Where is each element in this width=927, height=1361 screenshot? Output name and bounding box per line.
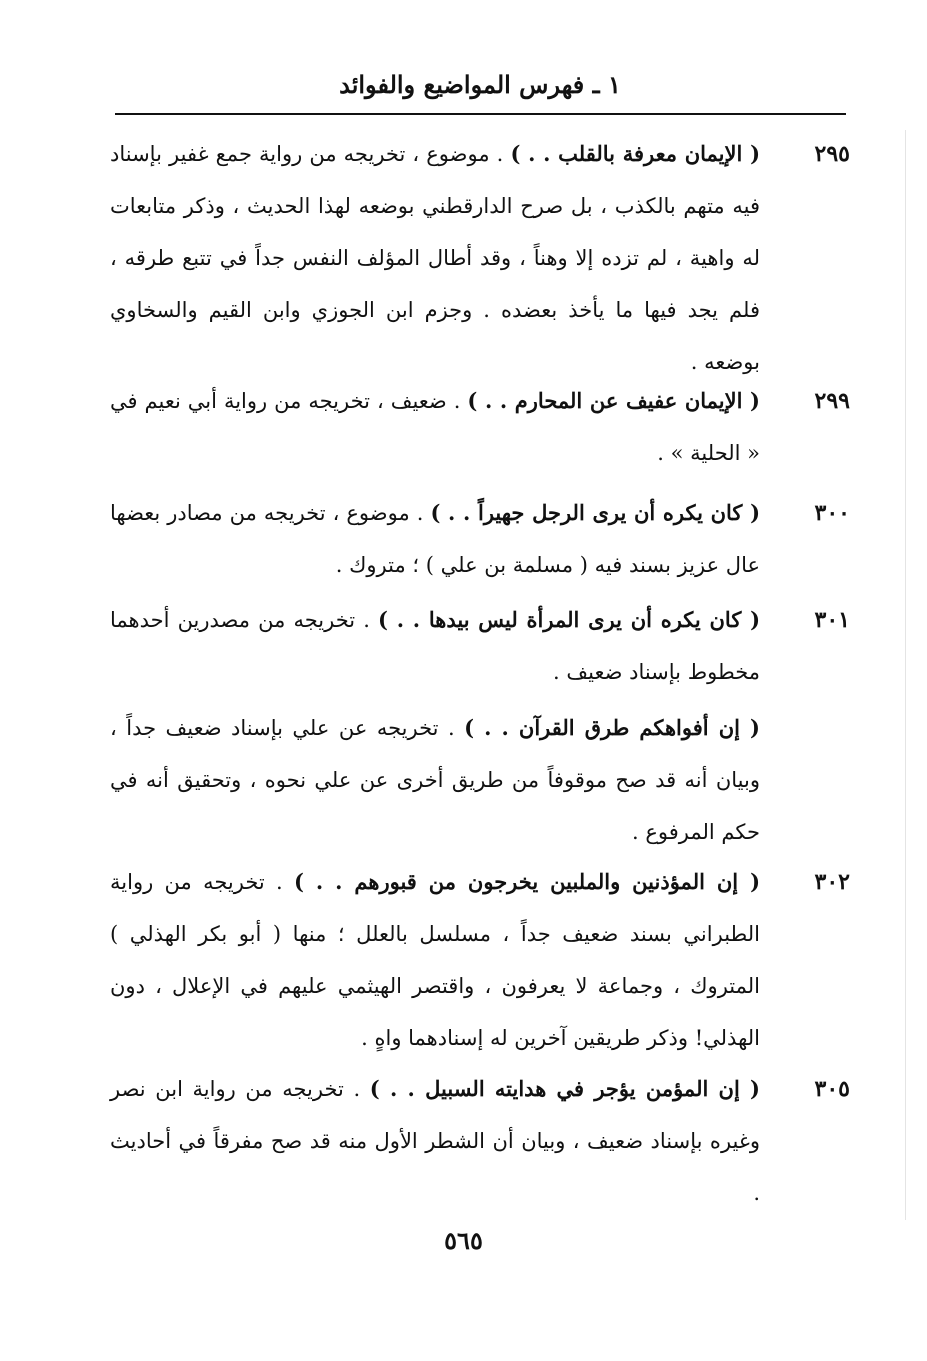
entry-description: . تخريجه من رواية ابن نصر وغيره بإسناد ضعيف ، وبيان أن الشطر الأول منه قد صح مفرقاً في أحاديث . <box>110 1077 760 1205</box>
hadith-title: ( كان يكره أن يرى المرأة ليس بيدها . . ) <box>378 607 761 632</box>
scan-margin-line <box>905 130 906 1220</box>
entry-text <box>110 856 760 1064</box>
hadith-title: ( كان يكره أن يرى الرجل جهيراً . . ) <box>430 500 761 525</box>
hadith-number: ٣٠١ <box>814 607 850 633</box>
entry-description: . تخريجه من مصدرين أحدهما مخطوط بإسناد ضعيف . <box>110 608 760 684</box>
hadith-title: ( إن أفواهكم طرق القرآن . . ) <box>464 715 760 740</box>
hadith-number: ٢٩٩ <box>814 388 850 414</box>
running-header: ١ ـ فهرس المواضيع والفوائد <box>339 70 621 99</box>
entry-description: . تخريجه عن علي بإسناد ضعيف جداً ، وبيان أنه قد صح موقوفاً من طريق أخرى عن علي نحوه ، وتحقيق أنه في حكم المرفوع . <box>110 716 760 844</box>
entry-text <box>110 702 760 858</box>
hadith-title: ( الإيمان معرفة بالقلب . . ) <box>510 141 761 166</box>
entry-text <box>110 594 760 698</box>
hadith-number: ٢٩٥ <box>814 141 850 167</box>
hadith-number: ٣٠٢ <box>814 869 850 895</box>
hadith-title: ( الإيمان عفيف عن المحارم . . ) <box>467 388 760 413</box>
entry-text <box>110 375 760 479</box>
entry-description: . ضعيف ، تخريجه من رواية أبي نعيم في « الحلية » . <box>110 389 760 465</box>
hadith-number: ٣٠٥ <box>814 1076 850 1102</box>
hadith-number: ٣٠٠ <box>814 500 850 526</box>
entry-text <box>110 128 760 388</box>
entry-text <box>110 487 760 591</box>
hadith-title: ( إن المؤمن يؤجر في هدايته السبيل . . ) <box>369 1076 760 1101</box>
hadith-title: ( إن المؤذنين والملبين يخرجون من قبورهم . . ) <box>294 869 761 894</box>
entry-description: . موضوع ، تخريجه من رواية جمع غفير بإسناد فيه متهم بالكذب ، بل صرح الدارقطني بوضعه لهذا الحديث ، وذكر متابعات له واهية ، لم تزده إلا وهناً ، وقد أطال المؤلف النفس جداً في تتبع طرقه ، فلم يجد فيها ما يأخذ بعضده . وجزم ابن الجوزي وابن القيم والسخاوي بوضعه . <box>110 142 760 374</box>
entry-text <box>110 1063 760 1219</box>
entry-description: . تخريجه من رواية الطبراني بسند ضعيف جداً ، مسلسل بالعلل ؛ منها ( أبو بكر الهذلي ) المتروك ، وجماعة لا يعرفون ، واقتصر الهيثمي عليهم في الإعلال ، دون الهذلي! وذكر طريقين آخرين له إسنادهما واهٍ . <box>110 870 760 1050</box>
page-number: ٥٦٥ <box>444 1226 483 1255</box>
header-rule <box>115 113 846 115</box>
entry-description: . موضوع ، تخريجه من مصادر بعضها عال عزيز بسند فيه ( مسلمة بن علي ) ؛ متروك . <box>110 501 760 577</box>
